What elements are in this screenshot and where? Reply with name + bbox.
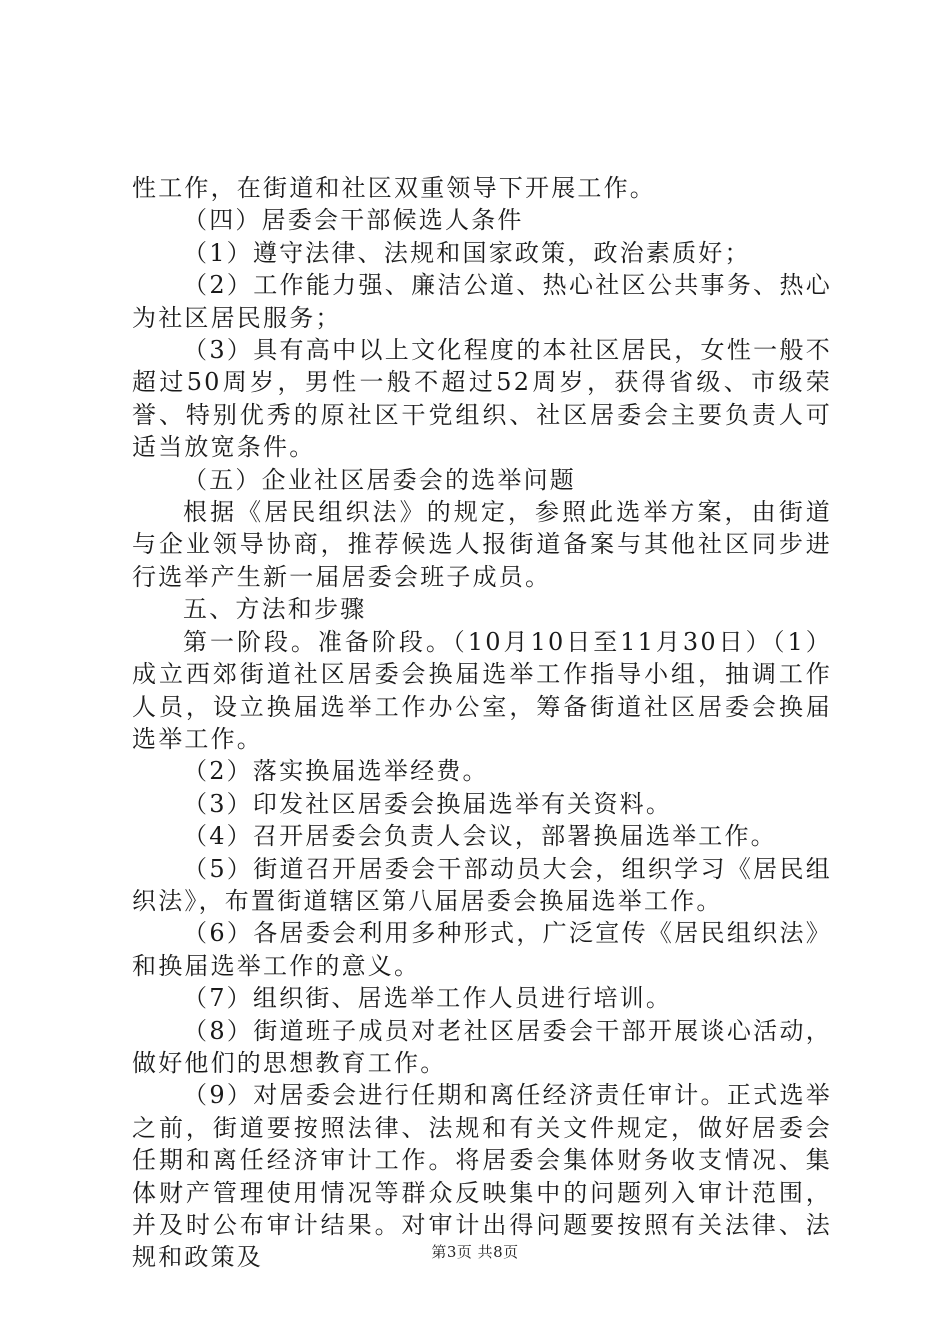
paragraph-condition-1: （1）遵守法律、法规和国家政策，政治素质好； xyxy=(183,238,751,267)
page-number-footer: 第3页 共8页 xyxy=(431,1243,519,1261)
paragraph-step-6: （6）各居委会利用多种形式，广泛宣传《居民组织法》和换届选举工作的意义。 xyxy=(132,919,832,980)
paragraph-enterprise-election: 根据《居民组织法》的规定，参照此选举方案，由街道与企业领导协商，推荐候选人报街道备案与其他社区同步进行选举产生新一届居委会班子成员。 xyxy=(132,498,832,591)
paragraph-step-7: （7）组织街、居选举工作人员进行培训。 xyxy=(183,984,673,1013)
paragraph-stage-1: 第一阶段。准备阶段。（10月10日至11月30日）（1）成立西郊街道社区居委会换届选举工作指导小组，抽调工作人员，设立换届选举工作办公室，筹备街道社区居委会换届选举工作。 xyxy=(132,627,832,753)
paragraph-step-3: （3）印发社区居委会换届选举有关资料。 xyxy=(183,789,673,818)
paragraph-continuation: 性工作，在街道和社区双重领导下开展工作。 xyxy=(132,174,656,202)
paragraph-step-2: （2）落实换届选举经费。 xyxy=(183,757,489,786)
paragraph-condition-3: （3）具有高中以上文化程度的本社区居民，女性一般不超过50周岁，男性一般不超过52周岁，获得省级、市级荣誉、特别优秀的原社区干党组织、社区居委会主要负责人可适当放宽条件。 xyxy=(132,336,832,462)
paragraph-step-9: （9）对居委会进行任期和离任经济责任审计。正式选举之前，街道要按照法律、法规和有关文件规定，做好居委会任期和离任经济审计工作。将居委会集体财务收支情况、集体财产管理使用情况等群众反映集中的问题列入审计范围，并及时公布审计结果。对审计出得问题要按照有关法律、法规和政策及 xyxy=(132,1081,832,1272)
paragraph-condition-2: （2）工作能力强、廉洁公道、热心社区公共事务、热心为社区居民服务； xyxy=(132,271,832,332)
document-body xyxy=(132,172,832,1274)
paragraph-step-4: （4）召开居委会负责人会议，部署换届选举工作。 xyxy=(183,822,777,851)
paragraph-step-8: （8）街道班子成员对老社区居委会干部开展谈心活动，做好他们的思想教育工作。 xyxy=(132,1016,832,1077)
heading-enterprise-election: （五）企业社区居委会的选举问题 xyxy=(183,465,576,494)
paragraph-step-5: （5）街道召开居委会干部动员大会，组织学习《居民组织法》，布置街道辖区第八届居委会换届选举工作。 xyxy=(132,854,832,915)
heading-methods-and-steps: 五、方法和步骤 xyxy=(183,595,367,624)
heading-candidate-conditions: （四）居委会干部候选人条件 xyxy=(183,206,524,235)
